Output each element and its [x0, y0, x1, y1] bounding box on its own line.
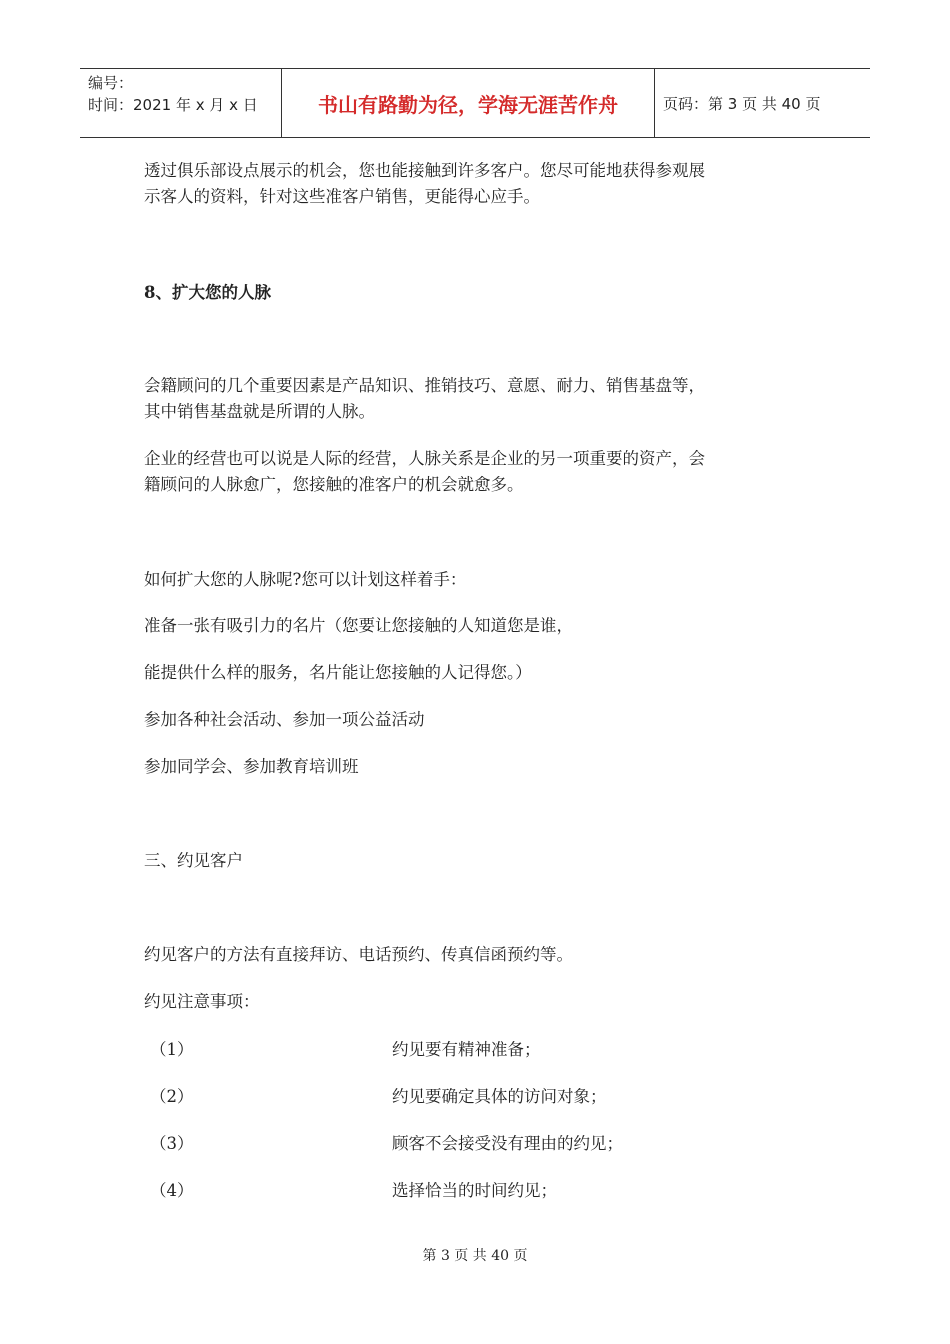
paragraph-line: 其中销售基盘就是所谓的人脉。 — [144, 402, 375, 421]
paragraph: 如何扩大您的人脉呢?您可以计划这样着手： — [144, 570, 467, 589]
paragraph: 约见注意事项： — [144, 992, 260, 1011]
paragraph: 参加同学会、参加教育培训班 — [144, 757, 359, 776]
header-meta — [80, 69, 282, 137]
list-item-number: （2） — [150, 1087, 194, 1106]
paragraph-line: 企业的经营也可以说是人际的经营，人脉关系是企业的另一项重要的资产，会 — [144, 449, 705, 468]
paragraph-line: 籍顾问的人脉愈广，您接触的准客户的机会就愈多。 — [144, 475, 524, 494]
section-heading: 8、扩大您的人脉 — [144, 283, 271, 302]
list-item-number: （4） — [150, 1181, 194, 1200]
number-label: 编号： — [88, 74, 134, 92]
list-item-number: （1） — [150, 1040, 194, 1059]
time-label: 时间：2021 年 x 月 x 日 — [88, 96, 258, 114]
paragraph-line: 会籍顾问的几个重要因素是产品知识、推销技巧、意愿、耐力、销售基盘等， — [144, 376, 705, 395]
paragraph: 约见客户的方法有直接拜访、电话预约、传真信函预约等。 — [144, 945, 573, 964]
header-page-info: 页码：第 3 页 共 40 页 — [663, 94, 821, 113]
paragraph: 准备一张有吸引力的名片（您要让您接触的人知道您是谁， — [144, 616, 573, 635]
list-item-text: 选择恰当的时间约见； — [392, 1181, 557, 1200]
page-footer: 第 3 页 共 40 页 — [422, 1248, 528, 1264]
paragraph-line: 透过俱乐部设点展示的机会，您也能接触到许多客户。您尽可能地获得参观展 — [144, 161, 705, 180]
list-item-text: 约见要确定具体的访问对象； — [392, 1087, 607, 1106]
section-heading: 三、约见客户 — [144, 851, 243, 870]
list-item-text: 约见要有精神准备； — [392, 1040, 541, 1059]
paragraph: 能提供什么样的服务，名片能让您接触的人记得您。） — [144, 663, 532, 682]
list-item-number: （3） — [150, 1134, 194, 1153]
paragraph-line: 示客人的资料，针对这些准客户销售，更能得心应手。 — [144, 187, 540, 206]
list-item-text: 顾客不会接受没有理由的约见； — [392, 1134, 623, 1153]
header-motto: 书山有路勤为径，学海无涯苦作舟 — [282, 69, 655, 137]
page-header — [80, 68, 870, 138]
paragraph: 参加各种社会活动、参加一项公益活动 — [144, 710, 425, 729]
